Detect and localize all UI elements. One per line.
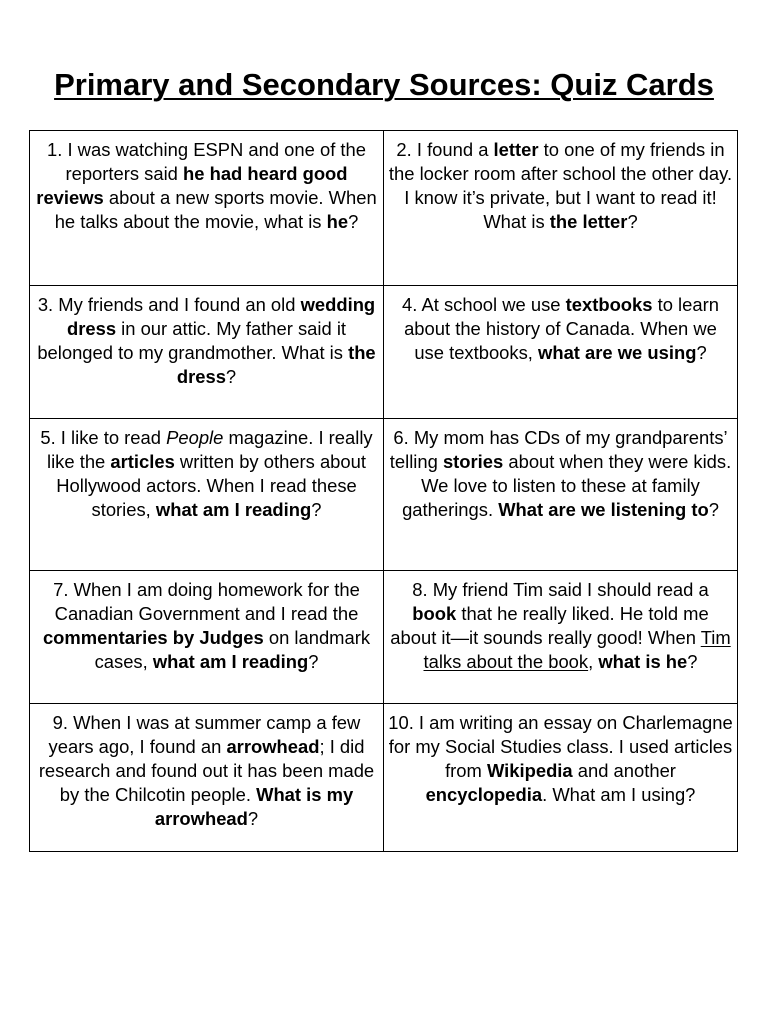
quiz-card-1 (30, 131, 384, 286)
card-text-bold: What are we listening to (498, 499, 709, 520)
quiz-card-3 (30, 286, 384, 419)
card-text: that he really liked. He told me about it—it sounds really good! When (390, 603, 709, 648)
card-text: ? (696, 342, 707, 363)
card-text-bold: wedding dress (66, 294, 376, 339)
card-text-bold: arrowhead (226, 736, 320, 757)
card-text: 3. My friends and I found an old (37, 294, 301, 315)
card-text: ; I did research and found out it has been made by the Chilcotin people. (38, 736, 375, 805)
card-text: ? (348, 211, 359, 232)
card-text: on landmark cases, (94, 627, 371, 672)
card-text: to learn about the history of Canada. When we use textbooks, (404, 294, 719, 363)
card-text-bold: he had heard good reviews (36, 163, 348, 208)
card-text: about when they were kids. We love to listen to these at family gatherings. (402, 451, 732, 520)
card-text: and another (572, 760, 676, 781)
card-text-bold: what are we using (538, 342, 697, 363)
card-text-italic: People (166, 427, 224, 448)
card-row (30, 286, 738, 419)
page-title: Primary and Secondary Sources: Quiz Cards (54, 67, 714, 102)
card-text-bold: What is my arrowhead (154, 784, 354, 829)
card-text: 1. I was watching ESPN and one of the reporters said (47, 139, 366, 184)
card-text: 5. I like to read (40, 427, 167, 448)
quiz-card-4 (384, 286, 738, 419)
card-text: ? (311, 499, 322, 520)
card-text: ? (708, 499, 719, 520)
quiz-card-10 (384, 704, 738, 852)
quiz-card-2 (384, 131, 738, 286)
card-text: ? (627, 211, 638, 232)
card-text: ? (687, 651, 698, 672)
quiz-card-6 (384, 419, 738, 571)
card-text: in our attic. My father said it belonged to my grandmother. What is (37, 318, 349, 363)
card-text-bold: stories (442, 451, 504, 472)
card-text: magazine. I really like the (47, 427, 373, 472)
quiz-card-8 (384, 571, 738, 704)
card-text: 8. My friend Tim said I should read a (412, 579, 709, 600)
card-text: ? (308, 651, 319, 672)
quiz-card-7 (30, 571, 384, 704)
card-text-bold: what am I reading (152, 651, 309, 672)
card-text: to one of my friends in the locker room after school the other day. I know it’s private, but I want to read it! What is (388, 139, 733, 232)
card-text-bold: book (412, 603, 457, 624)
card-text-bold: he (326, 211, 349, 232)
card-text-bold: letter (493, 139, 539, 160)
card-text-bold: the dress (176, 342, 376, 387)
card-text: 2. I found a (396, 139, 494, 160)
card-text: 9. When I was at summer camp a few years ago, I found an (48, 712, 361, 757)
card-text-bold: the letter (549, 211, 628, 232)
quiz-card-grid (29, 130, 738, 852)
card-row (30, 704, 738, 852)
card-text: 4. At school we use (402, 294, 566, 315)
card-text: 6. My mom has CDs of my grandparents’ telling (389, 427, 728, 472)
card-text: ? (247, 808, 259, 829)
card-text-underlined: Tim talks about the book (423, 627, 731, 672)
card-text: 7. When I am doing homework for the Canadian Government and I read the (53, 579, 360, 624)
card-text: 10. I am writing an essay on Charlemagne for my Social Studies class. I used articles from (388, 712, 733, 781)
card-text-bold: Wikipedia (486, 760, 573, 781)
card-row (30, 131, 738, 286)
card-text-bold: what am I reading (155, 499, 312, 520)
card-text: about a new sports movie. When he talks about the movie, what is (54, 187, 377, 232)
card-text-bold: what is he (598, 651, 688, 672)
card-row (30, 571, 738, 704)
card-text-bold: encyclopedia (425, 784, 543, 805)
card-text: ? (225, 366, 237, 387)
quiz-card-5 (30, 419, 384, 571)
card-row (30, 419, 738, 571)
quiz-card-9 (30, 704, 384, 852)
card-text-bold: articles (110, 451, 175, 472)
card-text: . What am I using? (542, 784, 696, 805)
card-text: , (588, 651, 599, 672)
card-text-bold: textbooks (565, 294, 653, 315)
card-text: written by others about Hollywood actors. When I read these stories, (56, 451, 366, 520)
card-text-bold: commentaries by Judges (42, 627, 264, 648)
